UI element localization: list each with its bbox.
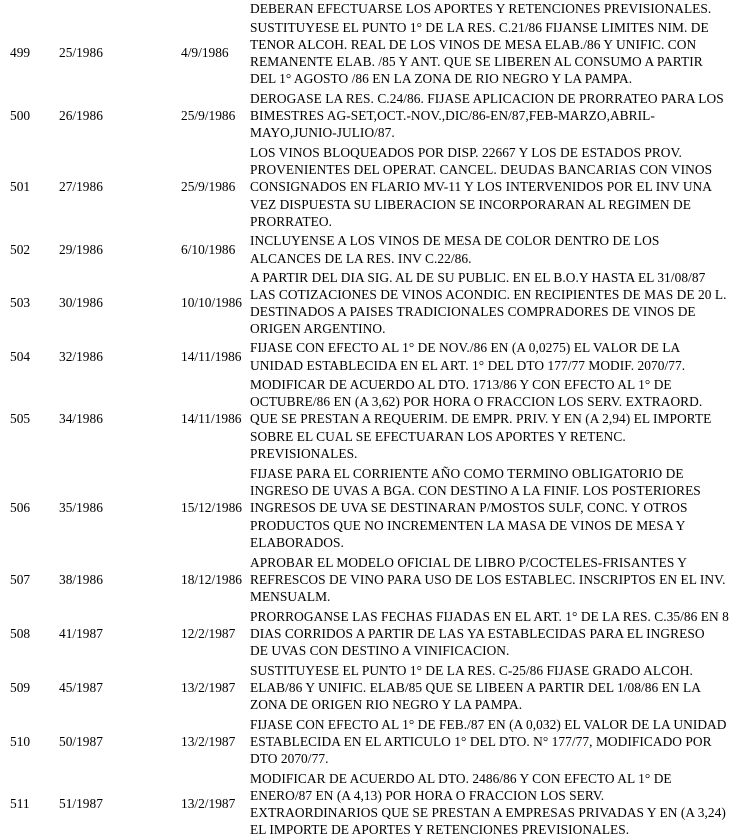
table-row <box>0 375 756 463</box>
row-number: 508 <box>10 625 31 641</box>
resolution-number: 50/1987 <box>59 733 103 749</box>
resolution-date: 15/12/1986 <box>181 500 243 516</box>
resolution-date: 13/2/1987 <box>181 796 236 812</box>
resolution-number: 38/1986 <box>59 571 103 587</box>
resolution-date: 13/2/1987 <box>181 733 236 749</box>
resolution-description: INCLUYENSE A LOS VINOS DE MESA DE COLOR DENTRO DE LOS ALCANCES DE LA RES. INV C.22/86. <box>250 233 660 266</box>
table-row <box>0 143 756 231</box>
table-row <box>0 464 756 552</box>
resolution-date: 10/10/1986 <box>181 295 243 311</box>
table-row <box>0 769 756 839</box>
resolution-description: APROBAR EL MODELO OFICIAL DE LIBRO P/COCTELES-FRISANTES Y REFRESCOS DE VINO PARA USO DE LOS ESTABLEC. INSCRIPTOS EN EL INV. MENSUALM. <box>250 554 726 605</box>
table-row <box>0 18 756 88</box>
resolution-date: 13/2/1987 <box>181 679 236 695</box>
resolution-date: 14/11/1986 <box>181 411 242 427</box>
resolution-number: 26/1986 <box>59 107 103 123</box>
resolution-number: 32/1986 <box>59 348 103 364</box>
resolution-description: FIJASE PARA EL CORRIENTE AÑO COMO TERMINO OBLIGATORIO DE INGRESO DE UVAS A BGA. CON DESTINO A LA FINIF. LOS POSTERIORES INGRESOS DE UVA SE DESTINARAN P/MOSTOS SULF, CONC. Y OTROS PRODUCTOS QUE NO INCREMENTEN LA MASA DE VINOS DE MESA Y ELABORADOS. <box>250 465 701 550</box>
resolution-number: 51/1987 <box>59 796 103 812</box>
row-number: 507 <box>10 571 31 587</box>
row-number: 502 <box>10 241 31 257</box>
resolution-description: SUSTITUYESE EL PUNTO 1° DE LA RES. C.21/86 FIJANSE LIMITES NIM. DE TENOR ALCOH. REAL DE LOS VINOS DE MESA ELAB./86 Y UNIFIC. CON REMANENTE ELAB. /85 Y ANT. QUE SE LIBEREN AL CONSUMO A PARTIR DEL 1° AGOSTO /86 EN LA ZONA DE RIO NEGRO Y LA PAMPA. <box>250 19 709 87</box>
resolution-date: 18/12/1986 <box>181 571 243 587</box>
resolution-description: SUSTITUYESE EL PUNTO 1° DE LA RES. C-25/86 FIJASE GRADO ALCOH. ELAB/86 Y UNIFIC. ELAB/85 QUE SE LIBEEN A PARTIR DEL 1/08/86 EN LA ZONA DE ORIGEN RIO NEGRO Y LA PAMPA. <box>250 662 701 713</box>
resolution-number: 29/1986 <box>59 241 103 257</box>
row-number: 510 <box>10 733 31 749</box>
table-row <box>0 553 756 606</box>
resolution-date: 4/9/1986 <box>181 45 229 61</box>
resolution-description: DEROGASE LA RES. C.24/86. FIJASE APLICACION DE PRORRATEO PARA LOS BIMESTRES AG-SET,OCT.-NOV.,DIC/86-EN/87,FEB-MARZO,ABRIL- MAYO,JUNIO-JULIO/87. <box>250 90 724 141</box>
resolution-description: FIJASE CON EFECTO AL 1° DE FEB./87 EN (A 0,032) EL VALOR DE LA UNIDAD ESTABLECIDA EN EL ARTICULO 1° DEL DTO. N° 177/77, MODIFICADO POR DTO 2070/77. <box>250 716 727 767</box>
row-number: 505 <box>10 411 31 427</box>
resolution-number: 34/1986 <box>59 411 103 427</box>
resolution-date: 6/10/1986 <box>181 241 236 257</box>
table-row <box>0 268 756 338</box>
row-number: 499 <box>10 45 31 61</box>
resolution-number: 30/1986 <box>59 295 103 311</box>
resolution-description: LOS VINOS BLOQUEADOS POR DISP. 22667 Y LOS DE ESTADOS PROV. PROVENIENTES DEL OPERAT. CANCEL. DEUDAS BANCARIAS CON VINOS CONSIGNADOS EN FLARIO MV-11 Y LOS INTERVENIDOS POR EL INV UNA VEZ DISPUESTA SU LIBERACION SE INCORPORARAN AL REGIMEN DE PRORRATEO. <box>250 144 713 229</box>
resolution-number: 35/1986 <box>59 500 103 516</box>
resolution-date: 25/9/1986 <box>181 179 236 195</box>
row-number: 504 <box>10 348 31 364</box>
resolution-number: 27/1986 <box>59 179 103 195</box>
row-number: 511 <box>10 796 30 812</box>
row-number: 506 <box>10 500 31 516</box>
resolution-date: 12/2/1987 <box>181 625 236 641</box>
row-number: 501 <box>10 179 31 195</box>
resolution-date: 25/9/1986 <box>181 107 236 123</box>
table-row <box>0 715 756 768</box>
resolution-description: MODIFICAR DE ACUERDO AL DTO. 2486/86 Y CON EFECTO AL 1° DE ENERO/87 EN (A 4,13) POR HORA O FRACCION LOS SERV. EXTRAORDINARIOS QUE SE PRESTAN A EMPRESAS PRIVADAS Y EN (A 3,24) EL IMPORTE DE APORTES Y RETENCIONES PREVISIONALES. <box>250 770 726 838</box>
resolution-description: DEBERAN EFECTUARSE LOS APORTES Y RETENCIONES PREVISIONALES. <box>250 1 712 17</box>
table-row <box>0 661 756 714</box>
table-row <box>0 607 756 660</box>
table-row <box>0 339 756 374</box>
resolution-number: 41/1987 <box>59 625 103 641</box>
row-number: 503 <box>10 295 31 311</box>
resolution-number: 25/1986 <box>59 45 103 61</box>
resolution-number: 45/1987 <box>59 679 103 695</box>
table-row <box>0 232 756 267</box>
resolution-description: A PARTIR DEL DIA SIG. AL DE SU PUBLIC. EN EL B.O.Y HASTA EL 31/08/87 LAS COTIZACIONES DE VINOS ACONDIC. EN RECIPIENTES DE MAS DE 20 L. DESTINADOS A PAISES TRADICIONALES COMPRADORES DE VINOS DE ORIGEN ARGENTINO. <box>250 269 727 337</box>
row-number: 509 <box>10 679 31 695</box>
table-row <box>0 0 756 18</box>
row-number: 500 <box>10 107 31 123</box>
resolution-description: MODIFICAR DE ACUERDO AL DTO. 1713/86 Y CON EFECTO AL 1° DE OCTUBRE/86 EN (A 3,62) POR HORA O FRACCION LOS SERV. EXTRAORD. QUE SE PRESTAN A REQUERIM. DE EMPR. PRIV. Y EN (A 2,94) EL IMPORTE SOBRE EL CUAL SE EFECTUARAN LOS APORTES Y RETENC. PREVISIONALES. <box>250 376 712 461</box>
resolution-date: 14/11/1986 <box>181 348 242 364</box>
resolution-description: PRORROGANSE LAS FECHAS FIJADAS EN EL ART. 1° DE LA RES. C.35/86 EN 8 DIAS CORRIDOS A PARTIR DE LAS YA ESTABLECIDAS PARA EL INGRESO DE UVAS CON DESTINO A VINIFICACION. <box>250 608 729 659</box>
resolution-description: FIJASE CON EFECTO AL 1° DE NOV./86 EN (A 0,0275) EL VALOR DE LA UNIDAD ESTABLECIDA EN EL ART. 1° DEL DTO 177/77 MODIF. 2070/77. <box>250 340 686 373</box>
table-row <box>0 89 756 142</box>
